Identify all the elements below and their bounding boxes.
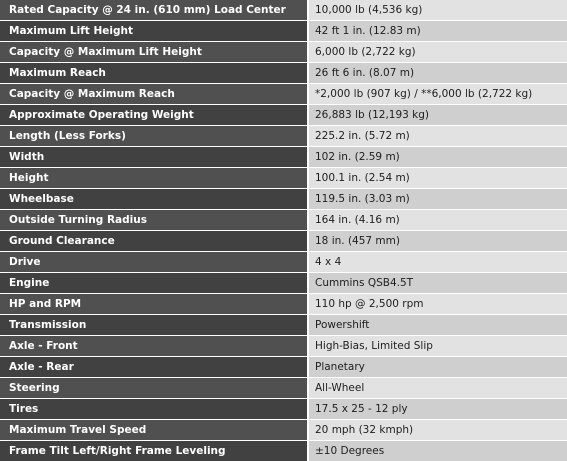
spec-label: Height xyxy=(0,168,307,188)
spec-label: HP and RPM xyxy=(0,294,307,314)
spec-label: Approximate Operating Weight xyxy=(0,105,307,125)
spec-value: ±10 Degrees xyxy=(309,441,567,461)
spec-row xyxy=(0,315,567,335)
spec-label: Axle - Front xyxy=(0,336,307,356)
spec-row xyxy=(0,147,567,167)
spec-row xyxy=(0,378,567,398)
spec-label: Tires xyxy=(0,399,307,419)
spec-value: 17.5 x 25 - 12 ply xyxy=(309,399,567,419)
spec-value: 26 ft 6 in. (8.07 m) xyxy=(309,63,567,83)
spec-label: Capacity @ Maximum Reach xyxy=(0,84,307,104)
spec-row xyxy=(0,273,567,293)
spec-row xyxy=(0,126,567,146)
spec-row xyxy=(0,21,567,41)
spec-value: High-Bias, Limited Slip xyxy=(309,336,567,356)
spec-row xyxy=(0,189,567,209)
spec-row xyxy=(0,294,567,314)
spec-value: 225.2 in. (5.72 m) xyxy=(309,126,567,146)
spec-value: 26,883 lb (12,193 kg) xyxy=(309,105,567,125)
spec-label: Drive xyxy=(0,252,307,272)
spec-value: 100.1 in. (2.54 m) xyxy=(309,168,567,188)
spec-value: 164 in. (4.16 m) xyxy=(309,210,567,230)
spec-label: Maximum Lift Height xyxy=(0,21,307,41)
spec-value: 102 in. (2.59 m) xyxy=(309,147,567,167)
spec-label: Capacity @ Maximum Lift Height xyxy=(0,42,307,62)
spec-label: Ground Clearance xyxy=(0,231,307,251)
spec-value: *2,000 lb (907 kg) / **6,000 lb (2,722 kg) xyxy=(309,84,567,104)
spec-label: Wheelbase xyxy=(0,189,307,209)
spec-row xyxy=(0,357,567,377)
spec-value: 110 hp @ 2,500 rpm xyxy=(309,294,567,314)
spec-value: Planetary xyxy=(309,357,567,377)
spec-label: Transmission xyxy=(0,315,307,335)
spec-label: Length (Less Forks) xyxy=(0,126,307,146)
spec-value: 4 x 4 xyxy=(309,252,567,272)
spec-row xyxy=(0,210,567,230)
spec-row xyxy=(0,231,567,251)
spec-row xyxy=(0,84,567,104)
spec-label: Steering xyxy=(0,378,307,398)
spec-row xyxy=(0,252,567,272)
spec-value: 6,000 lb (2,722 kg) xyxy=(309,42,567,62)
spec-label: Maximum Travel Speed xyxy=(0,420,307,440)
spec-row xyxy=(0,399,567,419)
spec-row xyxy=(0,0,567,20)
spec-row xyxy=(0,63,567,83)
spec-row xyxy=(0,105,567,125)
spec-label: Outside Turning Radius xyxy=(0,210,307,230)
spec-value: 18 in. (457 mm) xyxy=(309,231,567,251)
spec-value: Cummins QSB4.5T xyxy=(309,273,567,293)
spec-row xyxy=(0,168,567,188)
spec-row xyxy=(0,420,567,440)
spec-label: Axle - Rear xyxy=(0,357,307,377)
spec-label: Engine xyxy=(0,273,307,293)
spec-row xyxy=(0,336,567,356)
spec-value: 42 ft 1 in. (12.83 m) xyxy=(309,21,567,41)
spec-label: Frame Tilt Left/Right Frame Leveling xyxy=(0,441,307,461)
spec-label: Rated Capacity @ 24 in. (610 mm) Load Center xyxy=(0,0,307,20)
spec-value: 10,000 lb (4,536 kg) xyxy=(309,0,567,20)
spec-value: 20 mph (32 kmph) xyxy=(309,420,567,440)
spec-row xyxy=(0,42,567,62)
spec-value: 119.5 in. (3.03 m) xyxy=(309,189,567,209)
spec-row xyxy=(0,441,567,461)
spec-value: All-Wheel xyxy=(309,378,567,398)
spec-value: Powershift xyxy=(309,315,567,335)
spec-label: Width xyxy=(0,147,307,167)
spec-label: Maximum Reach xyxy=(0,63,307,83)
